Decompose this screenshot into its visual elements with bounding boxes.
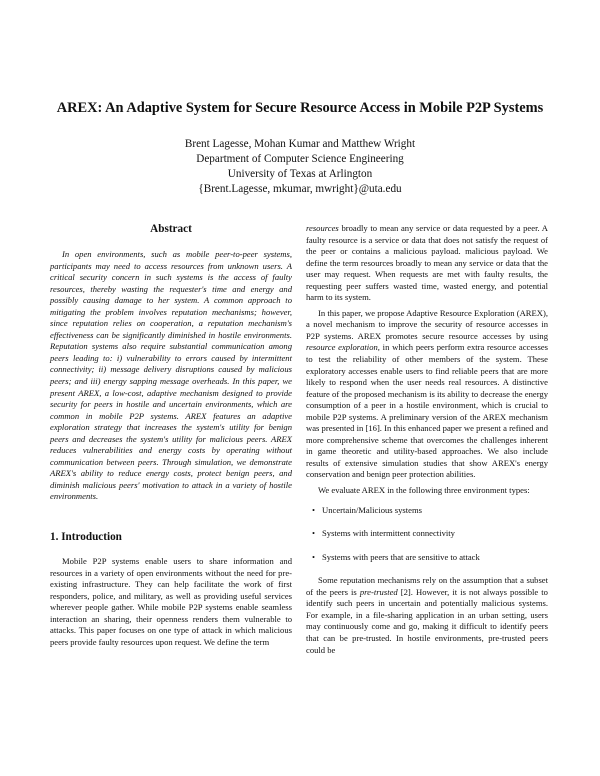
left-column <box>50 222 292 652</box>
introduction-paragraph-1: Mobile P2P systems enable users to share information and resources in a variety of open environments without the need for pre-existing infrastructure. They can help facilitate the work of first responders, police, and military, as well as providing useful services wherever people gather. While mobile P2P systems enable seamless interaction an sharing, their openness renders them vulnerable to attacks. This paper focuses on one type of attack in which malicious peers provide faulty resources upon request. We define the term <box>50 556 292 647</box>
abstract-text: In open environments, such as mobile peer-to-peer systems, participants may need to access resources from unknown users. A critical security concern in such systems is the access of faulty resources, thereby wasting the requester's time and energy and possibly causing damage to her system. A common approach to mitigating the problem involves reputation mechanisms; however, since reputation relies on cooperation, a reputation mechanism's effectiveness can be significantly diminished in hostile environments. Reputation systems also require substantial communication among peers leading to: i) vulnerability to errors caused by intermittent connectivity; ii) message delivery disruptions caused by malicious peers; and iii) energy sapping message overheads. In this paper, we present AREX, a low-cost, adaptive mechanism designed to provide security for peers in hostile and uncertain environments, which are common in mobile P2P systems. AREX features an adaptive exploration strategy that increases the system's utility for benign peers and decreases the system's utility for malicious peers. AREX reduces vulnerabilities and energy costs by operating without communication between peers. Through simulation, we demonstrate AREX's ability to reduce energy costs, protect benign peers, and diminish malicious peers' motivation to attack in a variety of hostile environments. <box>50 249 292 502</box>
list-item <box>306 505 548 517</box>
intro-paragraph-2-part-a: In this paper, we propose Adaptive Resource Exploration (AREX), a novel mechanism to improve the security of resource accesses in P2P systems. AREX promotes secure resource accesses by using <box>306 307 548 341</box>
list-item-text: Systems with intermittent connectivity <box>322 528 455 539</box>
term-resources: resources <box>306 223 339 233</box>
bullet-icon: • <box>312 528 316 539</box>
author-names: Brent Lagesse, Mohan Kumar and Matthew Wright <box>184 138 416 150</box>
list-item-text: Systems with peers that are sensitive to attack <box>322 551 480 562</box>
author-block <box>100 137 500 197</box>
right-column <box>306 223 548 660</box>
university: University of Texas at Arlington <box>227 168 373 180</box>
intro-paragraph-4-part-b: [2]. However, it is not always possible to identify such peers in uncertain and potentially malicious systems. For example, in a file-sharing application in an urban setting, users may continuously come and go, making it difficult to identify peers that can be pre-trusted. In hostile environments, pre-trusted peers could be <box>306 586 548 655</box>
list-item <box>306 528 548 540</box>
intro-paragraph-4 <box>306 575 548 656</box>
bullet-icon: • <box>312 504 316 515</box>
intro-paragraph-2-part-b: , in which peers perform extra resource accesses to test the reliability of other members of the system. These exploratory accesses enable users to find reliable peers that are more likely to respond when the user needs real resources. A distinctive feature of the proposed mechanism is its ability to decrease the energy consumption of a peer in a hostile environment, which is crucial to mobile P2P systems. A preliminary version of the AREX mechanism was presented in [16]. In this enhanced paper we present a refined and more comprehensive scheme that overcomes the challenges inherent in game theoretic and utility-based approaches. We also include results of extensive simulation studies that show AREX's energy conservation and benign peer protection abilities. <box>306 342 548 480</box>
paper-title: AREX: An Adaptive System for Secure Resource Access in Mobile P2P Systems <box>56 100 544 116</box>
environment-list <box>306 505 548 564</box>
section-heading-introduction: 1. Introduction <box>50 531 122 544</box>
intro-paragraph-4-part-a: Some reputation mechanisms rely on the assumption that a subset of the peers is <box>306 575 548 597</box>
list-item-text: Uncertain/Malicious systems <box>322 504 423 515</box>
bullet-icon: • <box>312 551 316 562</box>
intro-paragraph-continued <box>306 223 548 304</box>
author-emails: {Brent.Lagesse, mkumar, mwright}@uta.edu <box>198 183 402 195</box>
term-resource-exploration: resource exploration <box>306 342 378 353</box>
intro-paragraph-continued-text: broadly to mean any service or data requested by a peer. A faulty resource is a service or data that does not satisfy the request of the peer or contains a malicious payload. malicious payload. We define the term resources broadly to mean any service or data that the user may request. When requests are met with faulty results, the requesting peer suffers wasted time, wasted energy, and potential harm to its system. <box>306 223 548 303</box>
intro-paragraph-3: We evaluate AREX in the following three environment types: <box>318 485 530 496</box>
term-pre-trusted: pre-trusted <box>359 586 398 597</box>
intro-paragraph-2 <box>306 308 548 481</box>
department: Department of Computer Science Engineering <box>196 153 404 165</box>
abstract-heading: Abstract <box>150 223 192 235</box>
list-item <box>306 552 548 564</box>
